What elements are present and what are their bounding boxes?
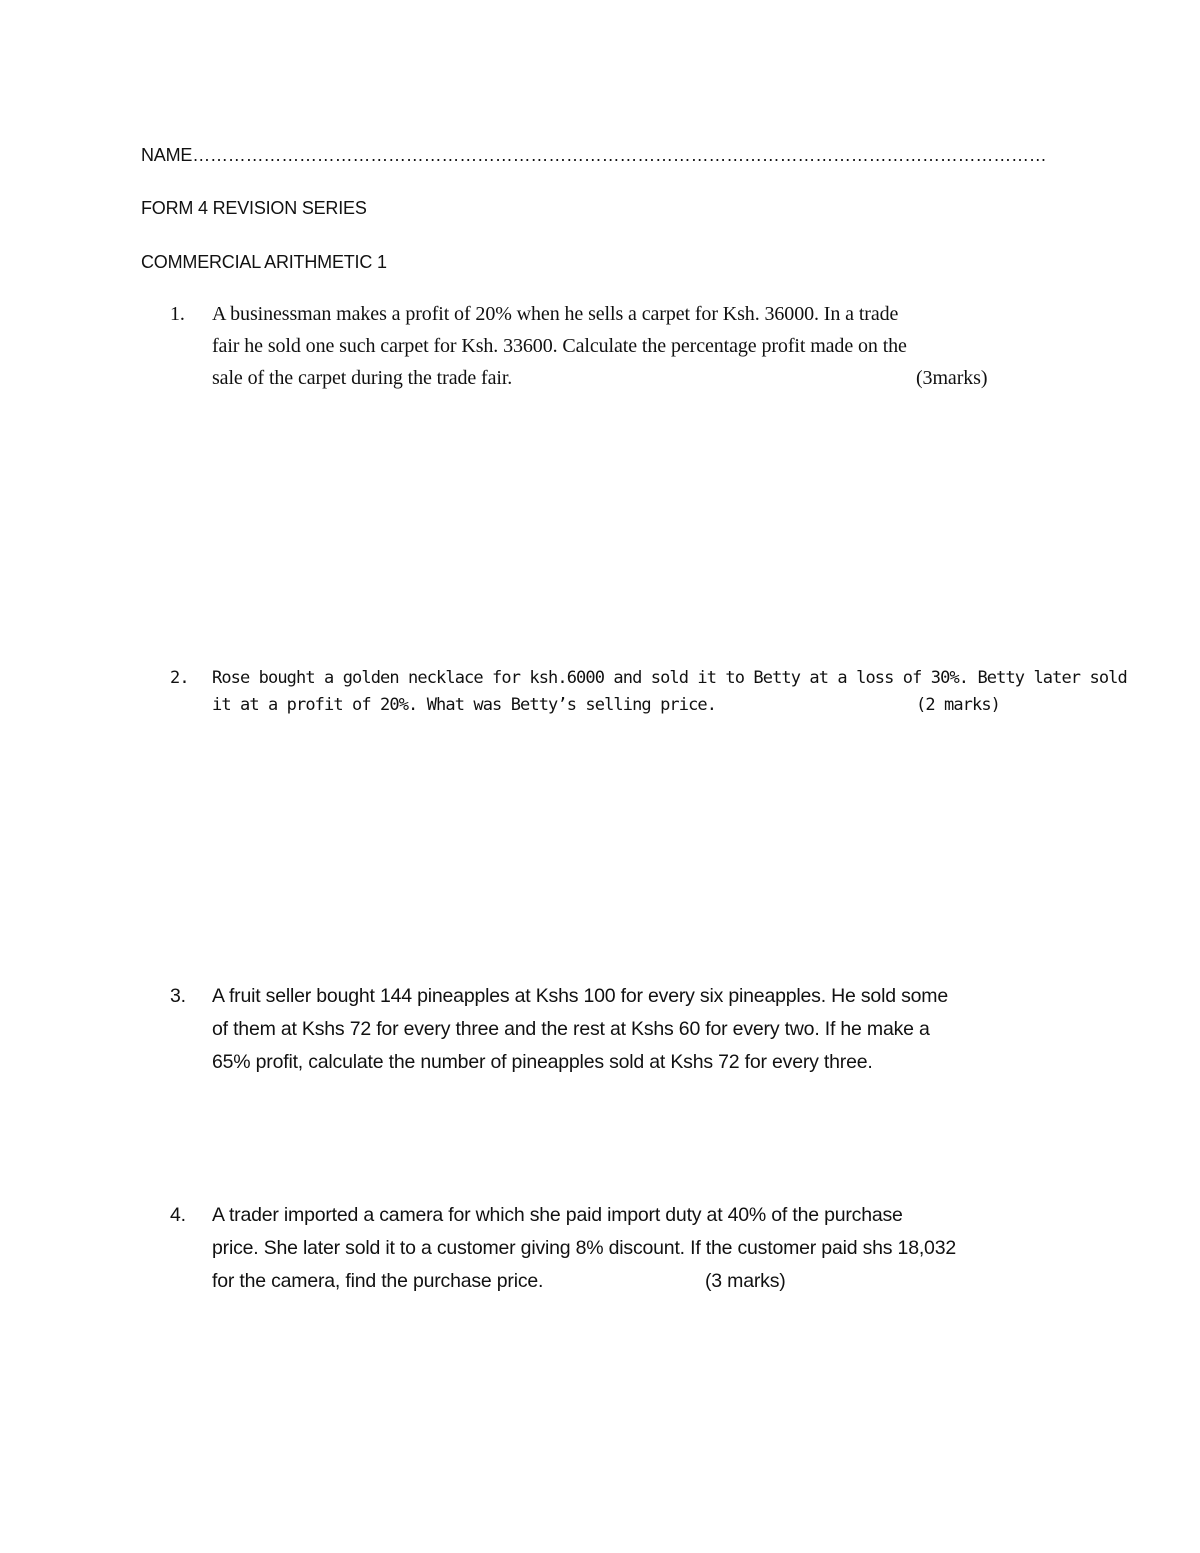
name-line: NAME……………………………………………………………………………………………………………………………… [141,145,1047,165]
question-line: A trader imported a camera for which she paid import duty at 40% of the purchase [212,1204,903,1226]
question-3 [170,980,1070,1079]
question-number: 4. [170,1204,186,1226]
question-line: sale of the carpet during the trade fair. [212,367,513,389]
question-line: it at a profit of 20%. What was Betty’s selling price. [212,695,717,715]
question-line: for the camera, find the purchase price. [212,1270,544,1292]
question-line: price. She later sold it to a customer giving 8% discount. If the customer paid shs 18,032 [212,1237,956,1259]
series-heading: FORM 4 REVISION SERIES [141,198,367,218]
question-line: A businessman makes a profit of 20% when he sells a carpet for Ksh. 36000. In a trade [212,303,899,325]
question-4 [170,1199,1070,1298]
question-text [212,1199,1070,1298]
question-2 [170,665,1127,719]
question-number: 1. [170,303,185,325]
question-text [212,980,1070,1079]
marks-label: (3marks) [916,367,988,389]
question-number: 3. [170,985,186,1007]
question-line: of them at Kshs 72 for every three and the rest at Kshs 60 for every two. If he make a [212,1018,930,1040]
marks-label: (3 marks) [705,1270,786,1292]
question-1 [170,298,1070,394]
question-line: fair he sold one such carpet for Ksh. 33600. Calculate the percentage profit made on the [212,335,907,357]
question-line: 65% profit, calculate the number of pineapples sold at Kshs 72 for every three. [212,1051,873,1073]
topic-heading: COMMERCIAL ARITHMETIC 1 [141,252,387,272]
question-number: 2. [170,668,189,688]
question-line: Rose bought a golden necklace for ksh.6000 and sold it to Betty at a loss of 30%. Betty later sold [212,668,1127,688]
marks-label: (2 marks) [916,695,1001,715]
question-line: A fruit seller bought 144 pineapples at Kshs 100 for every six pineapples. He sold some [212,985,948,1007]
